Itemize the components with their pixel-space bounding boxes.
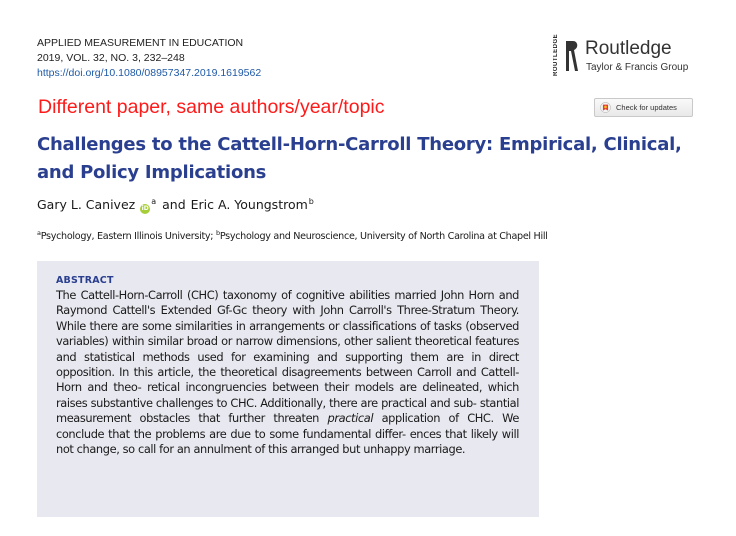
author-name: Eric A. Youngstrom (190, 197, 308, 212)
check-for-updates-label: Check for updates (616, 103, 677, 112)
doi-link[interactable]: https://doi.org/10.1080/08957347.2019.1619562 (37, 67, 262, 79)
abstract-text (56, 288, 519, 457)
orcid-icon[interactable]: iD (141, 205, 149, 212)
publisher-name: Routledge (585, 38, 672, 59)
abstract-text-part: application of CHC. We conclude that the problems are due to some fundamental differ- ences that likely will not change, so call for an annulment of this arranged but unhappy marriage. (56, 411, 519, 457)
affil-marker: a (37, 229, 41, 237)
journal-citation: 2019, VOL. 32, NO. 3, 232–248 (37, 52, 185, 64)
abstract-box (37, 261, 539, 517)
author-affil-marker: a (151, 197, 157, 206)
check-for-updates-icon (600, 102, 611, 113)
abstract-heading: ABSTRACT (56, 275, 114, 286)
abstract-text-part: The Cattell-Horn-Carroll (CHC) taxonomy of cognitive abilities married John Horn and Raymond Cattell's Extended Gf-Gc theory with John Carroll's Three-Stratum Theory. While there are some similarities in arrangements or classifications of tasks (observed variables) within similar broad or narrow dimensions, other salient theoretical features and statistical methods used for examining and supporting them are in direct opposition. In this article, the theoretical disagreements between Carroll and Cattell-Horn and theo- retical incongruencies between their models are delineated, which raises substantive challenges to CHC. Additionally, there are practical and sub- stantial measurement obstacles that further threaten (56, 288, 519, 426)
author-affil-marker: b (308, 197, 314, 206)
journal-header (37, 36, 261, 81)
routledge-logo-icon (564, 39, 580, 73)
publisher-subtitle: Taylor & Francis Group (586, 62, 689, 73)
author-connector: and (162, 197, 186, 212)
author-name: Gary L. Canivez (37, 197, 136, 212)
publisher-side-text: ROUTLEDGE (553, 33, 559, 76)
abstract-emphasis: practical (327, 411, 374, 426)
affiliation: Psychology, Eastern Illinois University; (40, 231, 214, 243)
article-title: Challenges to the Cattell-Horn-Carroll Theory: Empirical, Clinical, and Policy Implications (37, 134, 682, 183)
affil-marker: b (215, 229, 220, 237)
affiliation: Psychology and Neuroscience, University of North Carolina at Chapel Hill (219, 231, 548, 243)
author-line (37, 197, 314, 213)
journal-name: APPLIED MEASUREMENT IN EDUCATION (37, 37, 244, 49)
affiliations (37, 229, 548, 242)
publisher-logo (553, 33, 703, 78)
check-for-updates-button[interactable] (594, 98, 693, 117)
annotation-banner: Different paper, same authors/year/topic (38, 96, 385, 118)
